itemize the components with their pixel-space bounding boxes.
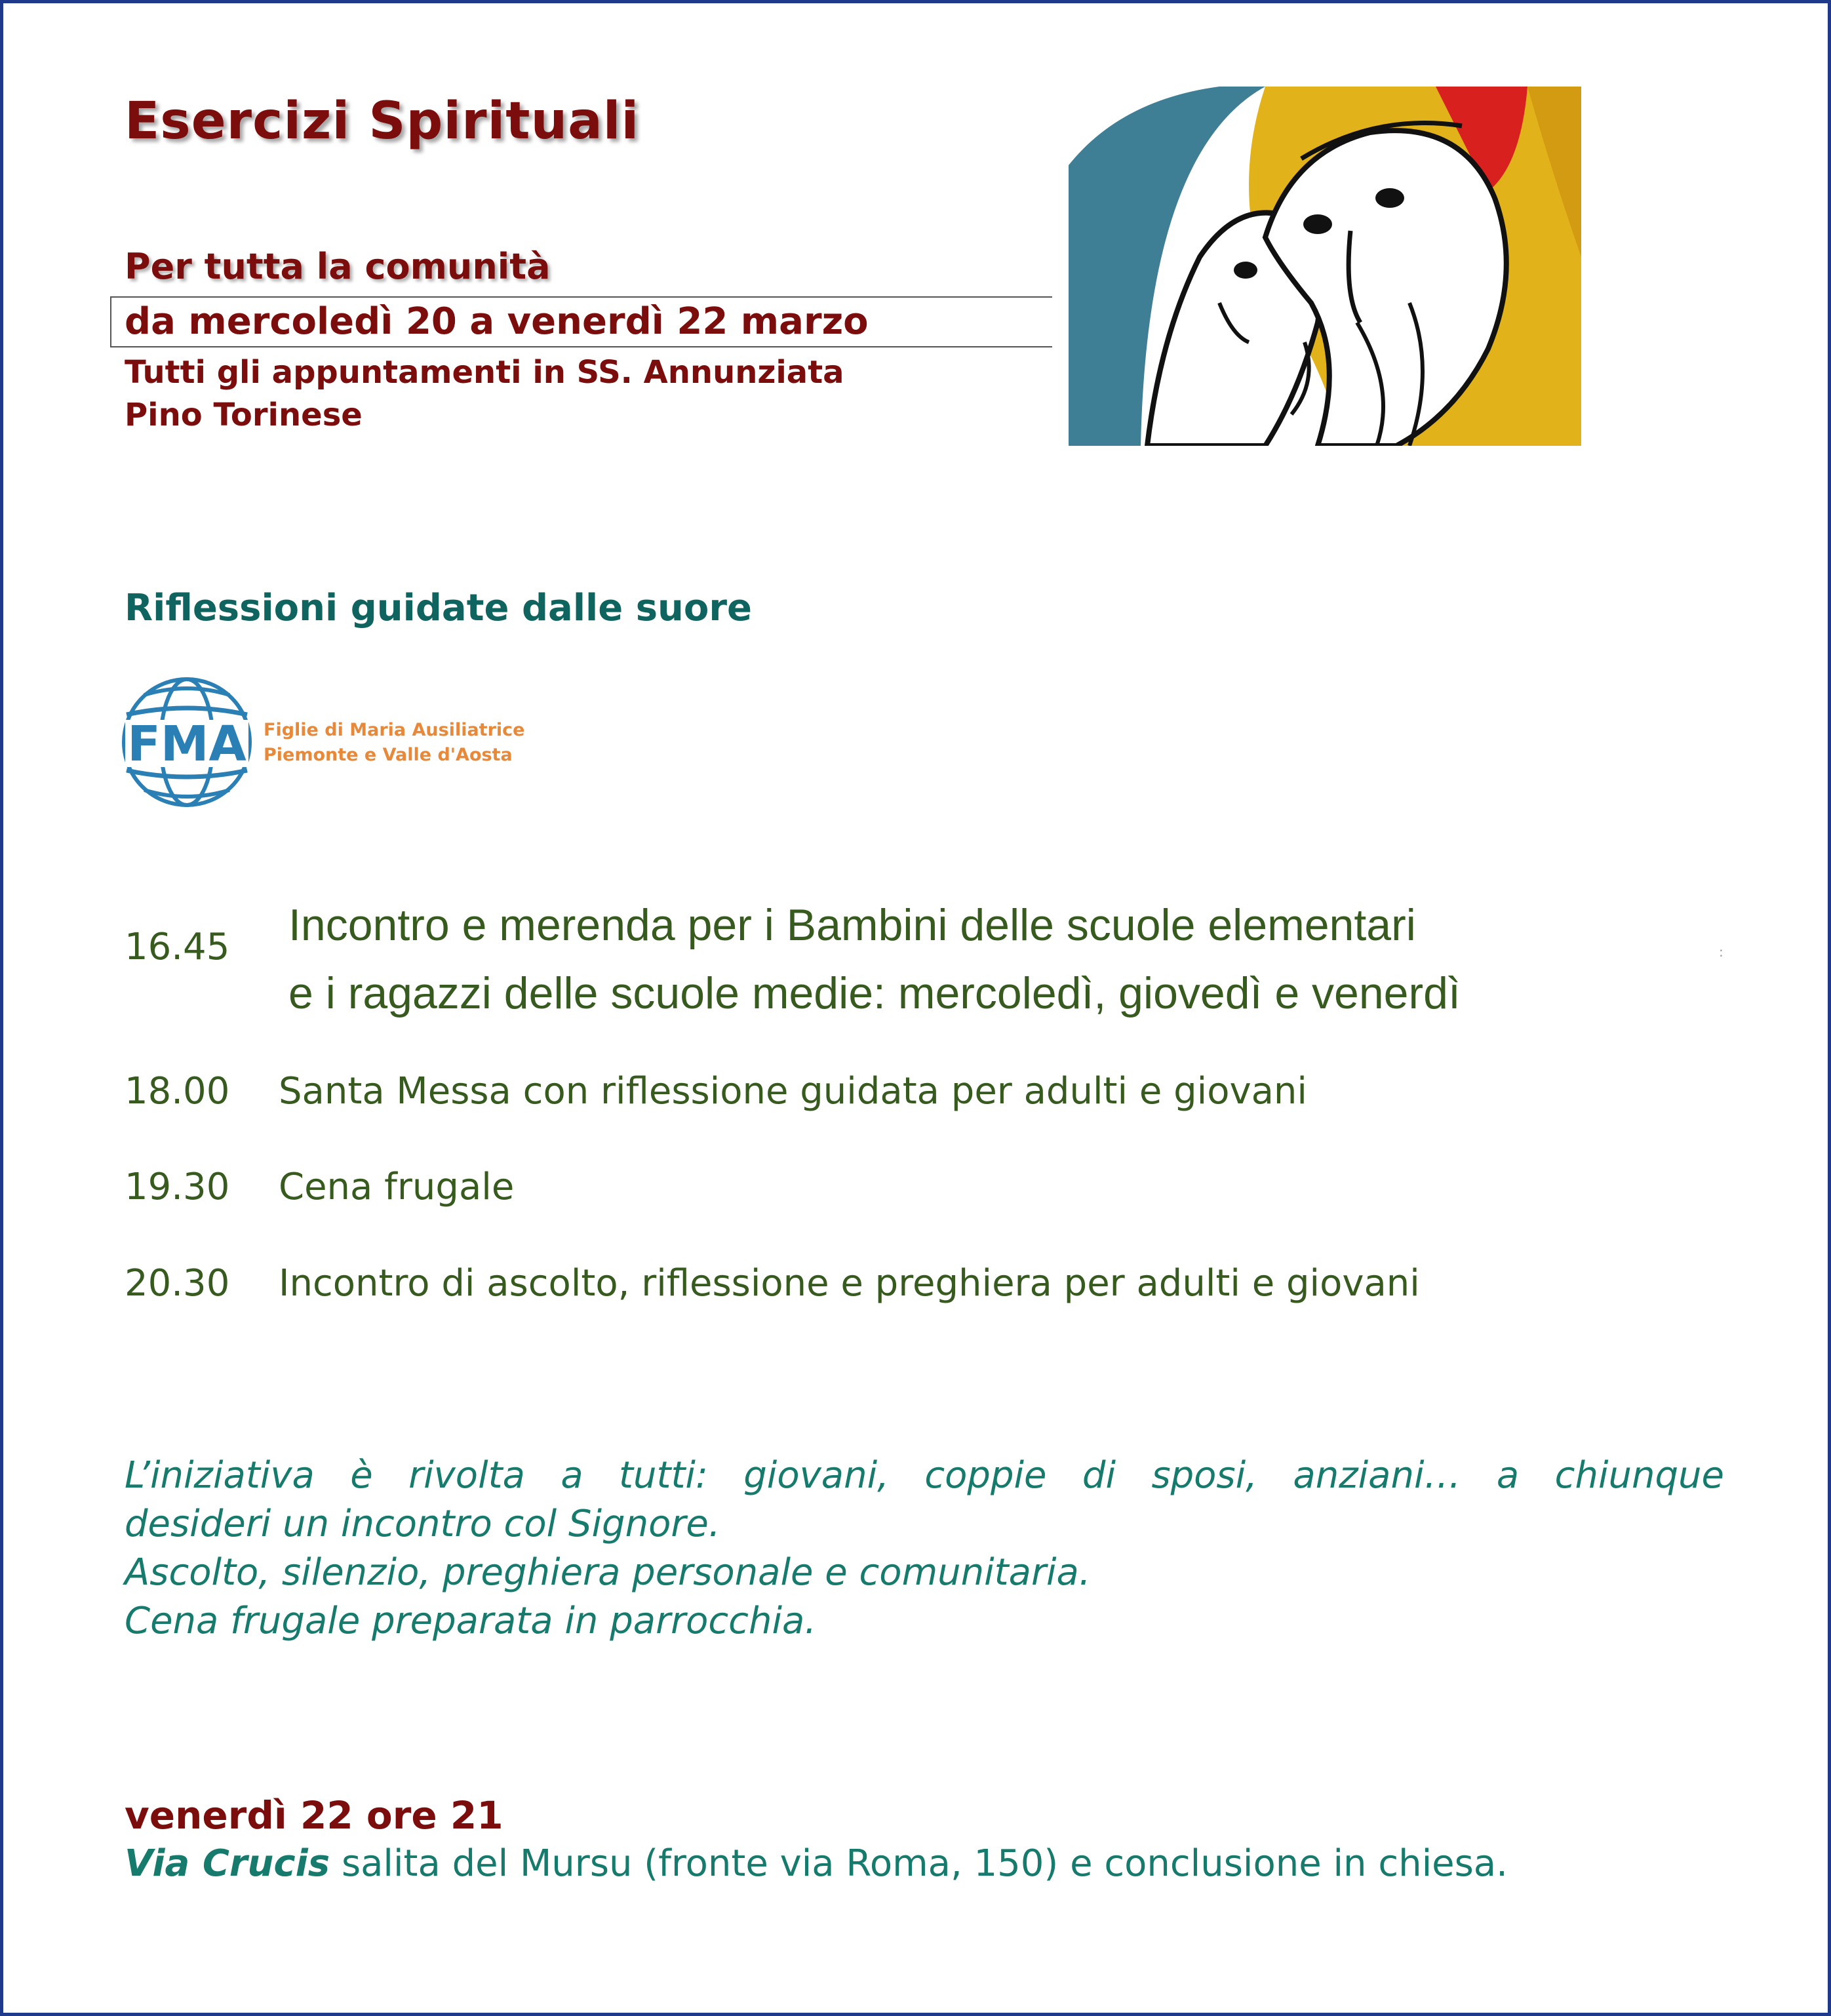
via-crucis-line — [125, 1842, 1508, 1885]
stray-mark: : — [1719, 944, 1723, 960]
reflections-heading: Riflessioni guidate dalle suore — [125, 587, 752, 629]
schedule-description: Cena frugale — [279, 1166, 515, 1208]
schedule-time: 16.45 — [125, 926, 230, 968]
mercy-artwork-image — [1069, 87, 1581, 446]
fma-globe-logo — [121, 675, 252, 810]
via-crucis-details: salita del Mursu (fronte via Roma, 150) e conclusione in chiesa. — [330, 1842, 1508, 1885]
schedule-description: Santa Messa con riflessione guidata per adulti e giovani — [279, 1070, 1307, 1113]
page-title: Esercizi Spirituali — [125, 92, 640, 151]
logo-text-line-1: Figlie di Maria Ausiliatrice — [264, 720, 525, 740]
schedule-time: 19.30 — [125, 1166, 230, 1208]
notes-line-1: L’iniziativa è rivolta a tutti: giovani, coppie di sposi, anziani… a chiunque — [125, 1454, 1724, 1497]
schedule-description: Incontro di ascolto, riflessione e preghiera per adulti e giovani — [279, 1262, 1420, 1305]
schedule-description: Incontro e merenda per i Bambini delle scuole elementari — [288, 900, 1416, 950]
friday-when: venerdì 22 ore 21 — [125, 1793, 503, 1838]
schedule-time: 18.00 — [125, 1070, 230, 1113]
location-line-1: Tutti gli appuntamenti in SS. Annunziata — [125, 354, 844, 391]
logo-text-line-2: Piemonte e Valle d'Aosta — [264, 745, 513, 765]
notes-line-2: desideri un incontro col Signore. — [125, 1503, 720, 1545]
logo-mark-text: FMA — [127, 716, 246, 772]
audience-subtitle: Per tutta la comunità — [125, 246, 551, 287]
schedule-description-cont: e i ragazzi delle scuole medie: mercoledì, giovedì e venerdì — [288, 968, 1461, 1018]
location-line-2: Pino Torinese — [125, 397, 363, 433]
via-crucis-name: Via Crucis — [125, 1842, 330, 1885]
dates-text: da mercoledì 20 a venerdì 22 marzo — [125, 300, 869, 343]
schedule-time: 20.30 — [125, 1262, 230, 1305]
notes-line-4: Cena frugale preparata in parrocchia. — [125, 1600, 817, 1642]
notes-line-3: Ascolto, silenzio, preghiera personale e comunitaria. — [125, 1551, 1091, 1594]
